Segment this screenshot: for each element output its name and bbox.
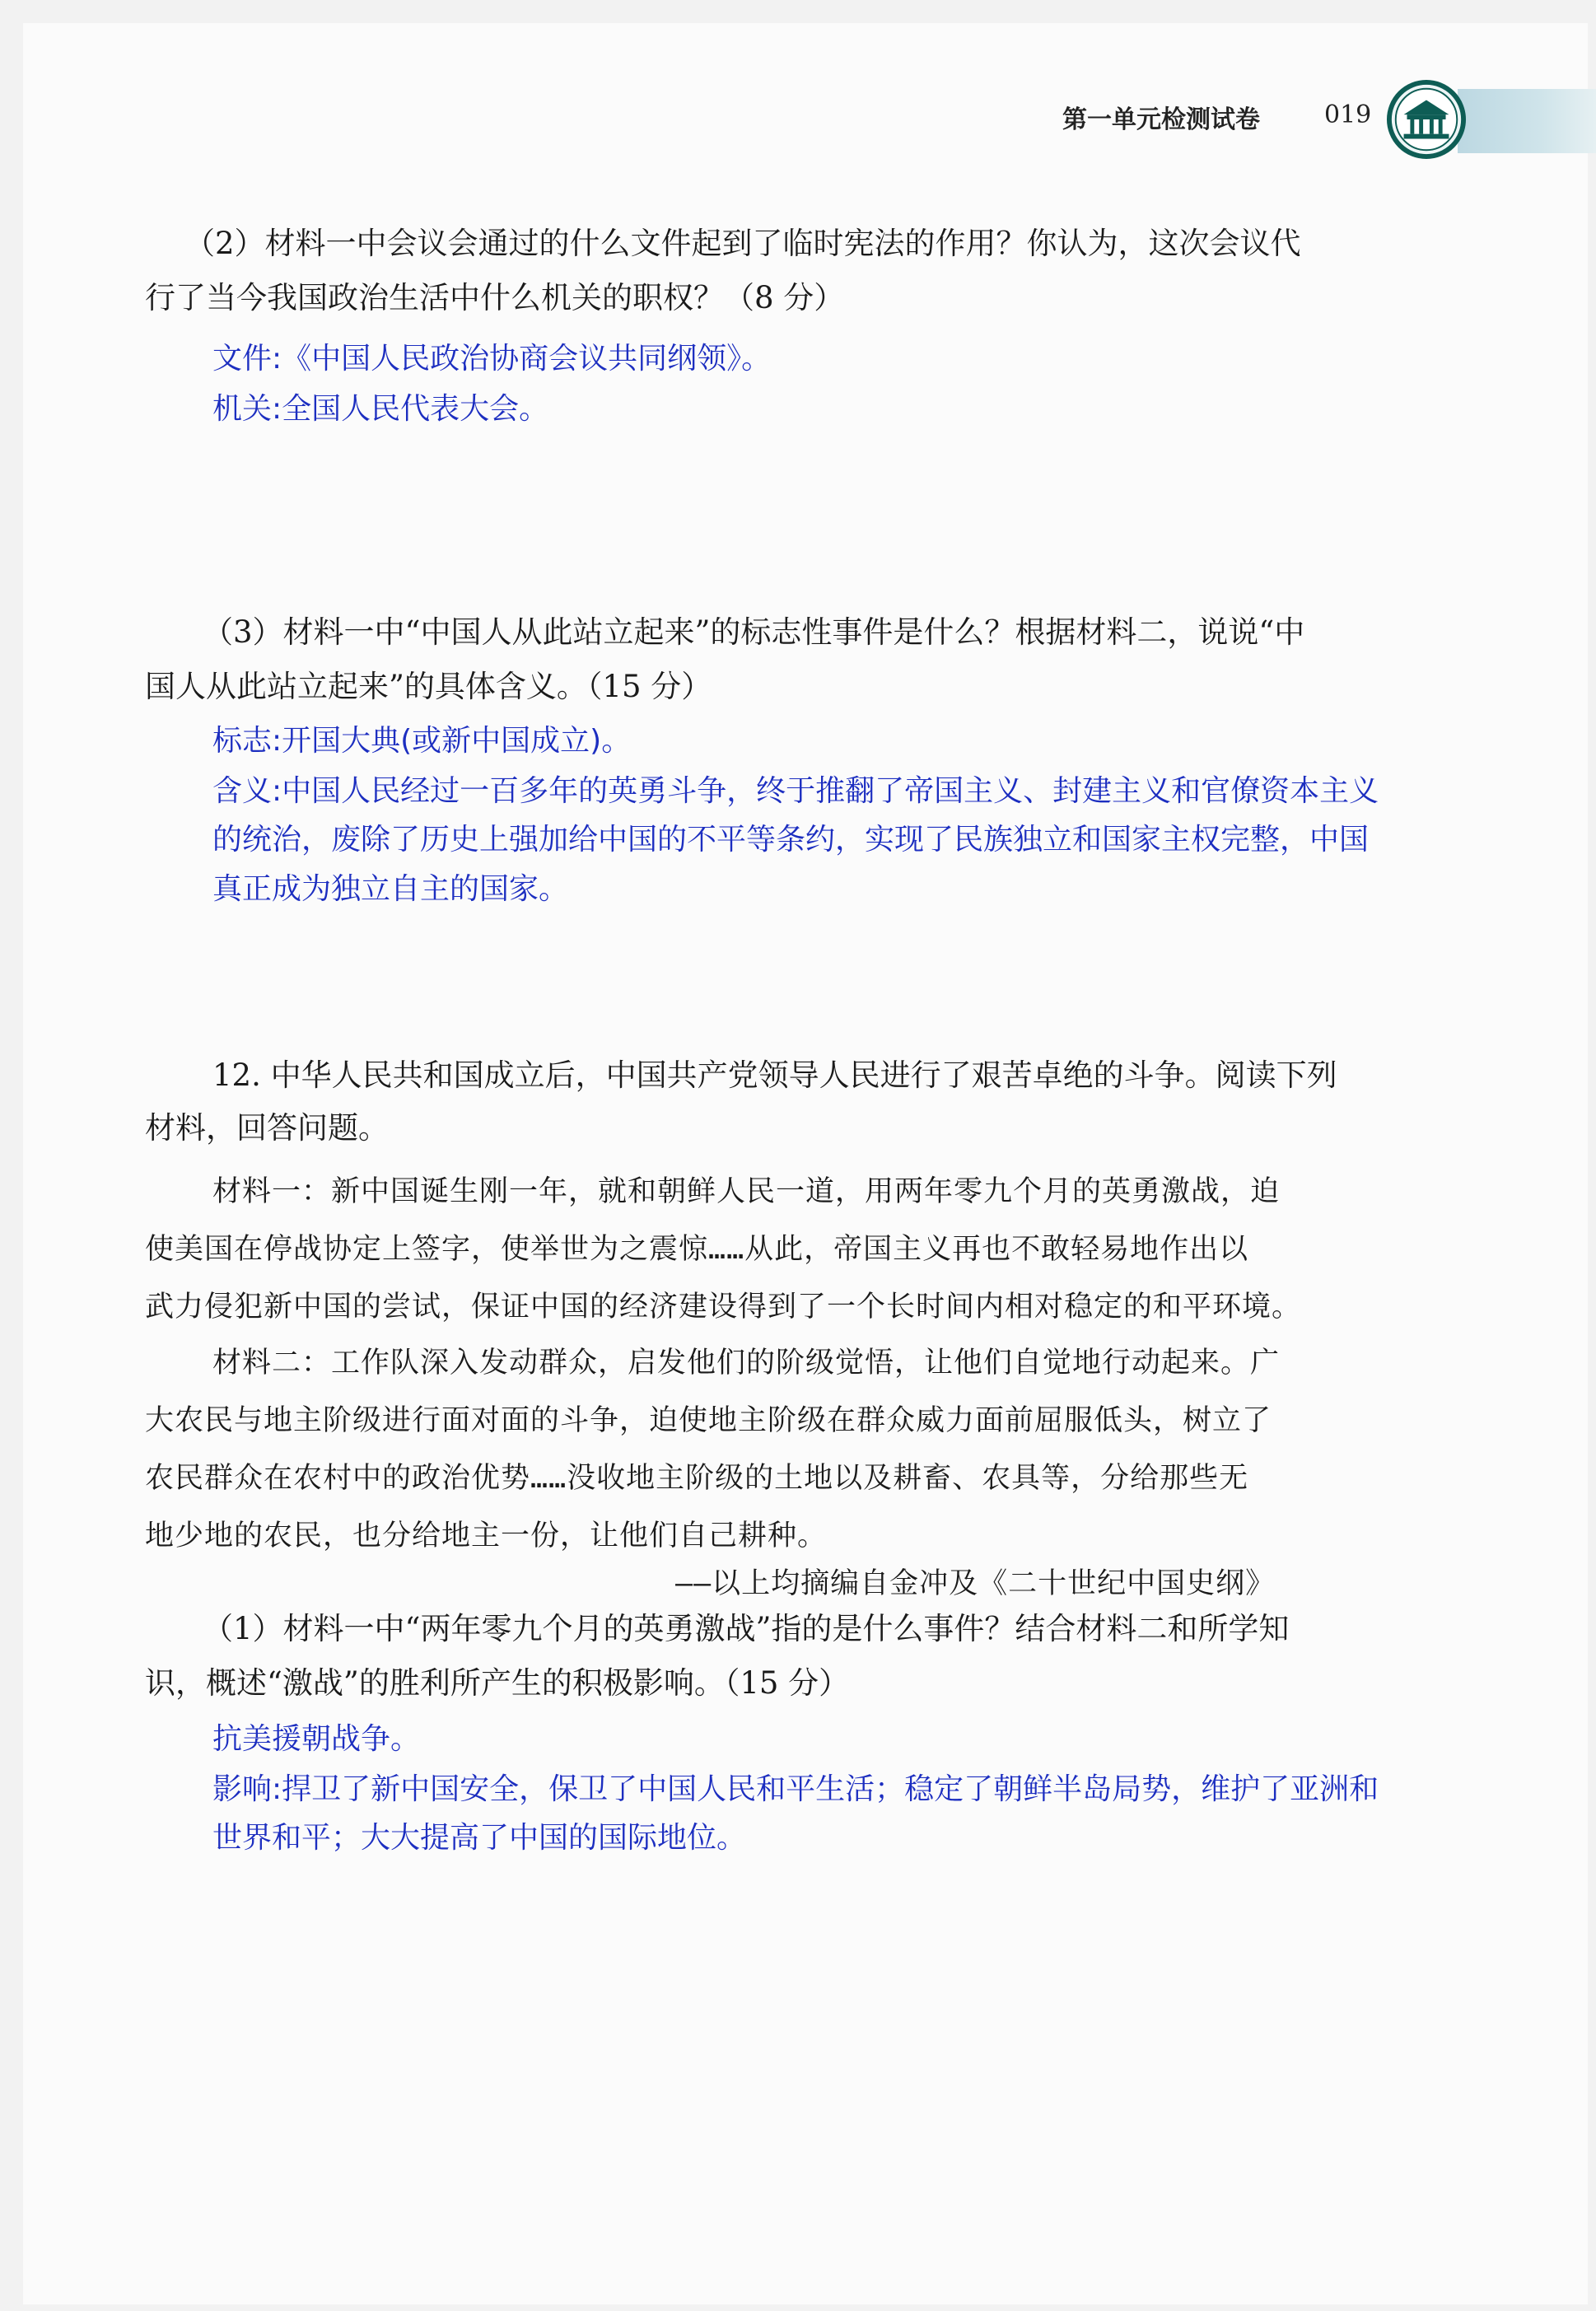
answer-line: 真正成为独立自主的国家。 (212, 872, 569, 906)
question-line: （3）材料一中“中国人从此站立起来”的标志性事件是什么？根据材料二，说说“中 (203, 614, 1305, 650)
source-line: ——以上均摘编自金冲及《二十世纪中国史纲》 (675, 1567, 1276, 1600)
material-line: 材料二：工作队深入发动群众，启发他们的阶级觉悟，让他们自觉地行动起来。广 (212, 1347, 1281, 1380)
answer-line: 标志:开国大典(或新中国成立)。 (212, 724, 632, 758)
stem-line: 材料，回答问题。 (145, 1110, 389, 1146)
material-line: 地少地的农民，也分给地主一份，让他们自己耕种。 (145, 1520, 828, 1552)
answer-line: 机关:全国人民代表大会。 (212, 392, 549, 426)
answer-line: 世界和平；大大提高了中国的国际地位。 (212, 1821, 747, 1855)
material-line: 武力侵犯新中国的尝试，保证中国的经济建设得到了一个长时间内相对稳定的和平环境。 (145, 1291, 1302, 1324)
section-title: 第一单元检测试卷 (1062, 105, 1260, 134)
answer-line: 影响:捍卫了新中国安全，保卫了中国人民和平生活；稳定了朝鲜半岛局势，维护了亚洲和 (212, 1772, 1379, 1806)
question-line: 行了当今我国政治生活中什么机关的职权？（8 分） (145, 280, 845, 315)
answer-line: 抗美援朝战争。 (212, 1722, 421, 1756)
answer-line: 文件:《中国人民政治协商会议共同纲领》。 (212, 342, 772, 376)
question-line: 国人从此站立起来”的具体含义。（15 分） (145, 669, 712, 704)
answer-line: 含义:中国人民经过一百多年的英勇斗争，终于推翻了帝国主义、封建主义和官僚资本主义 (212, 774, 1379, 808)
question-line: （1）材料一中“两年零九个月的英勇激战”指的是什么事件？结合材料二和所学知 (203, 1611, 1290, 1646)
stem-line: 12. 中华人民共和国成立后，中国共产党领导人民进行了艰苦卓绝的斗争。阅读下列 (212, 1057, 1337, 1093)
header-band (1458, 89, 1596, 153)
answer-line: 的统治，废除了历史上强加给中国的不平等条约，实现了民族独立和国家主权完整，中国 (212, 823, 1370, 857)
material-line: 农民群众在农村中的政治优势……没收地主阶级的土地以及耕畜、农具等，分给那些无 (145, 1462, 1249, 1495)
page-number: 019 (1324, 100, 1372, 129)
material-line: 大农民与地主阶级进行面对面的斗争，迫使地主阶级在群众威力面前屈服低头，树立了 (145, 1404, 1272, 1437)
question-line: （2）材料一中会议会通过的什么文件起到了临时宪法的作用？你认为，这次会议代 (184, 226, 1301, 261)
building-emblem-icon (1386, 79, 1467, 160)
material-line: 使美国在停战协定上签字，使举世为之震惊……从此，帝国主义再也不敢轻易地作出以 (145, 1233, 1249, 1266)
material-line: 材料一：新中国诞生刚一年，就和朝鲜人民一道，用两年零九个月的英勇激战，迫 (212, 1175, 1281, 1208)
question-line: 识，概述“激战”的胜利所产生的积极影响。（15 分） (145, 1665, 850, 1701)
